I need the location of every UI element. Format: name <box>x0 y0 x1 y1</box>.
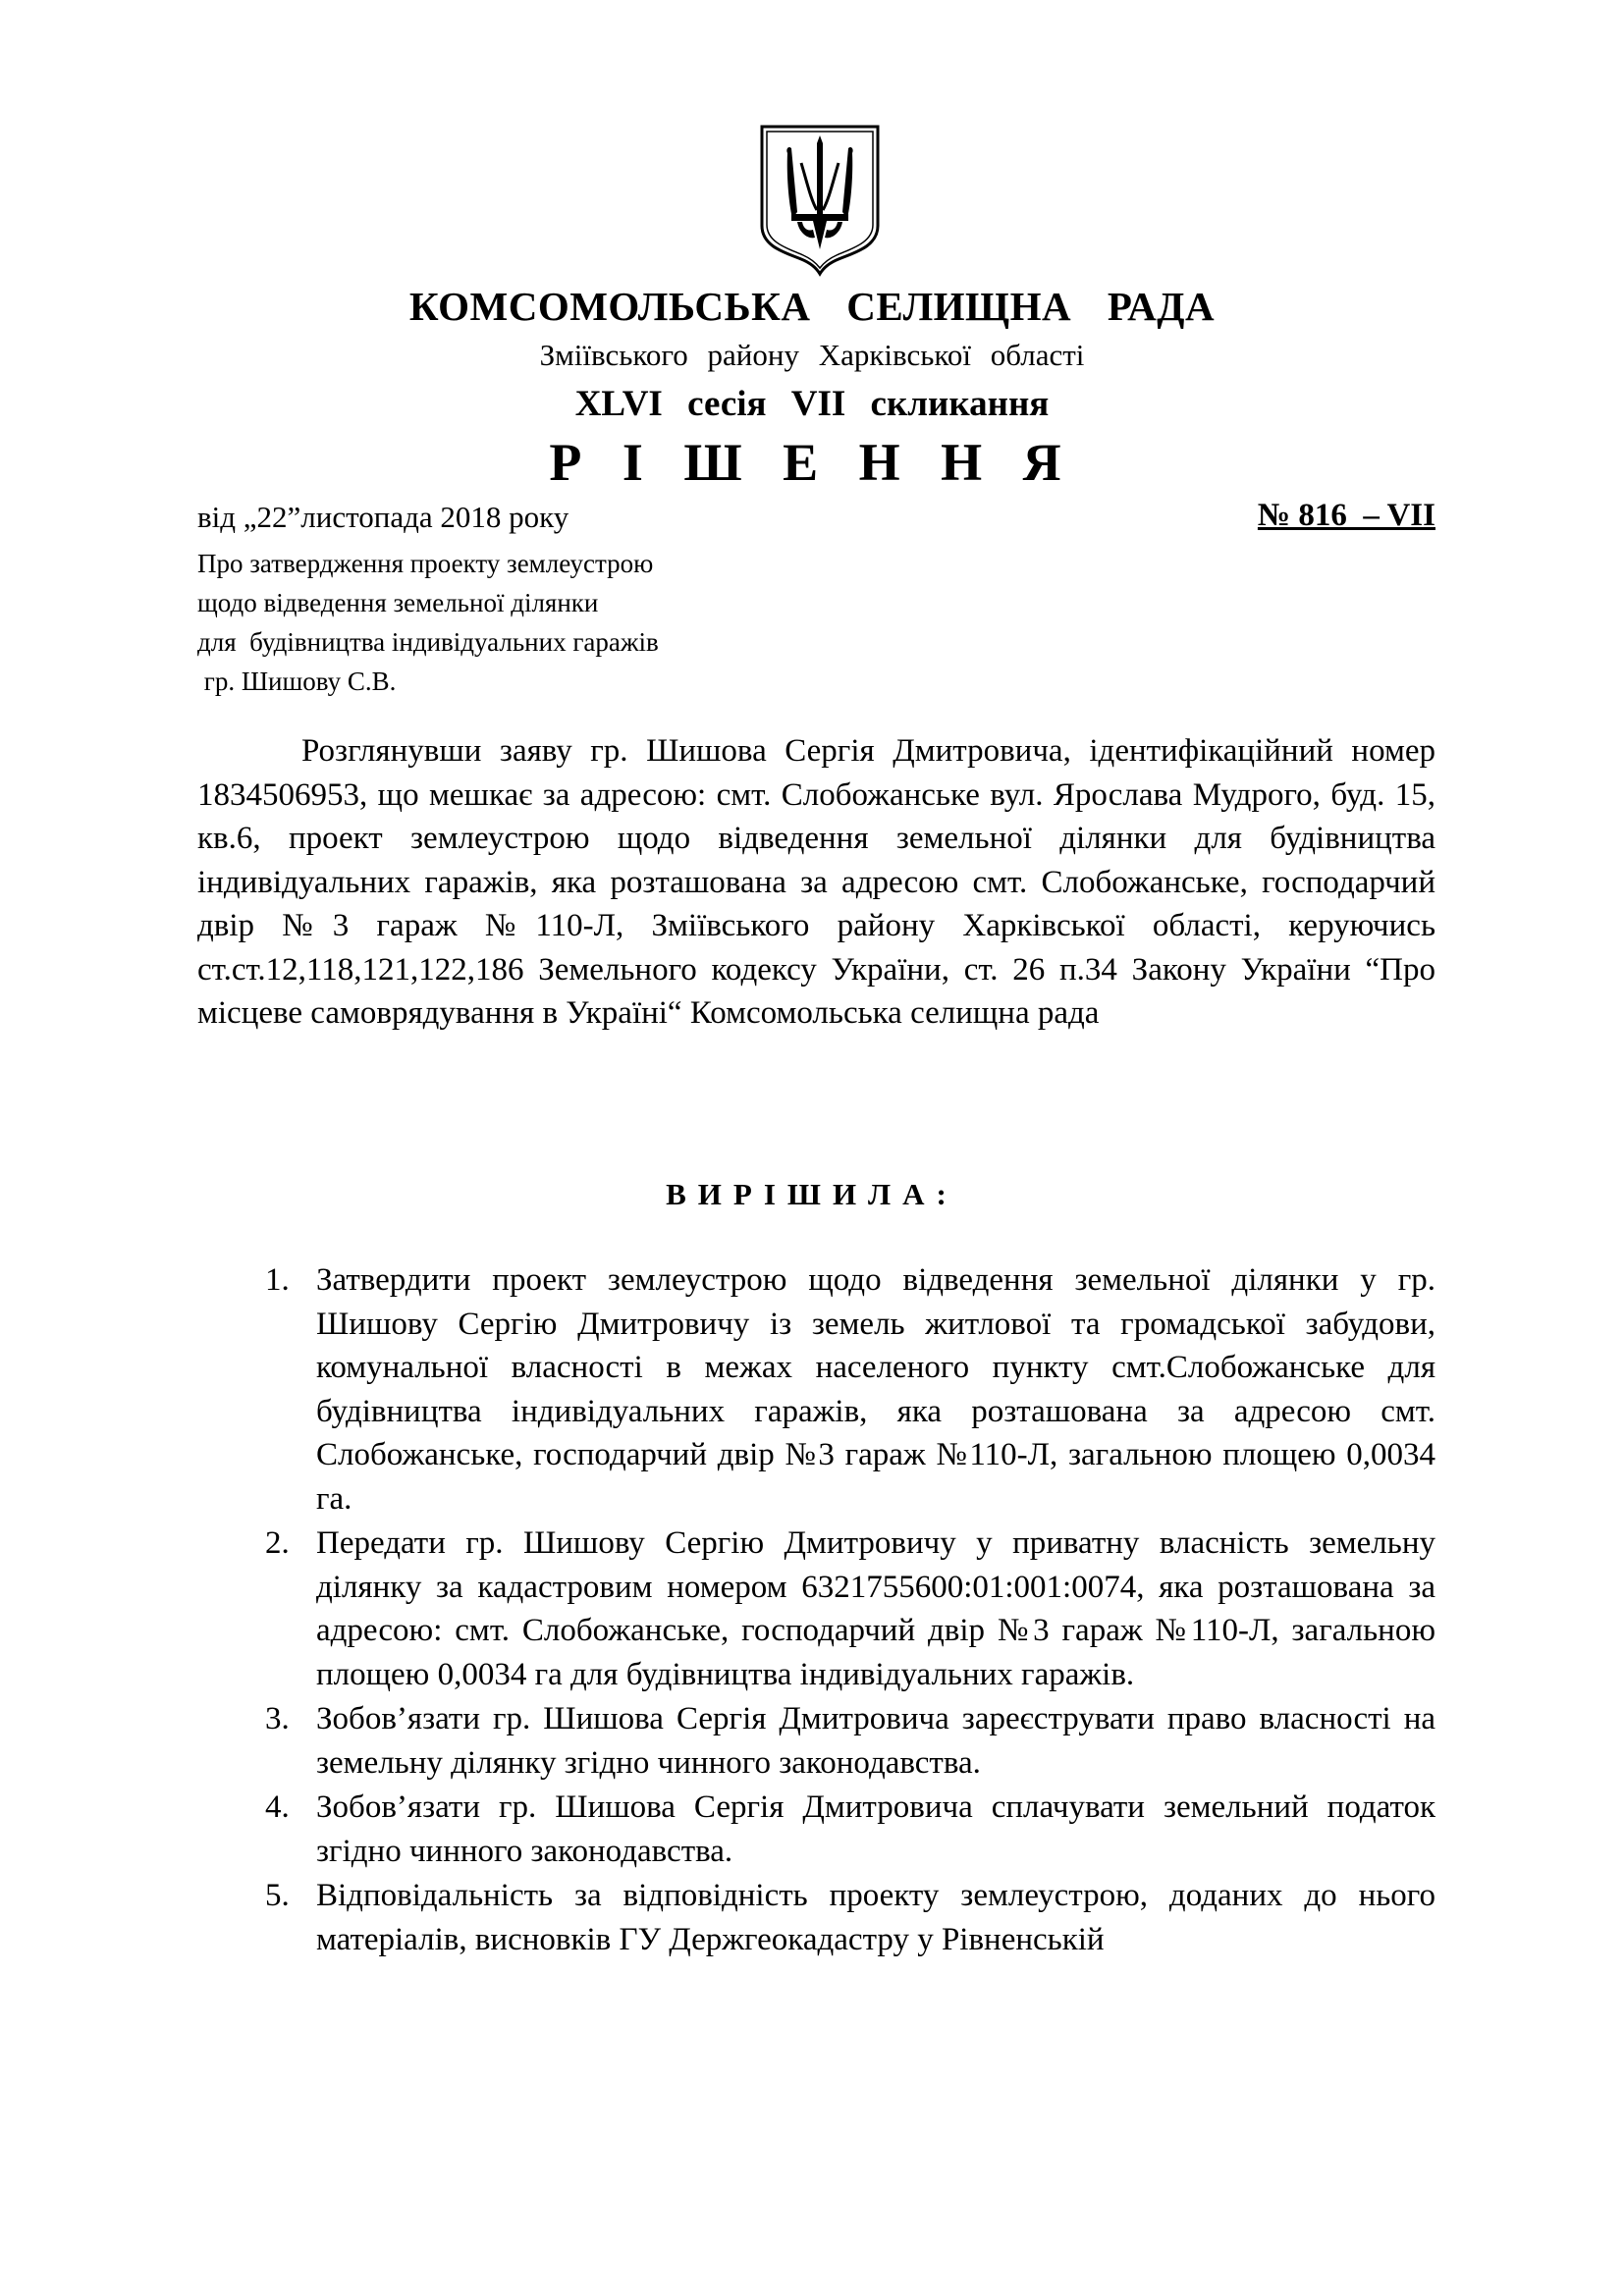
decision-item <box>265 1258 1435 1521</box>
decision-item-number: 3. <box>265 1701 290 1736</box>
ukraine-coat-of-arms-icon <box>758 124 882 277</box>
document-type: Р І Ш Е Н Н Я <box>549 433 1075 492</box>
decision-item-number: 2. <box>265 1525 290 1561</box>
session-title: XLVI сесія VII скликання <box>574 384 1050 424</box>
decision-item-text: Зобов’язати гр. Шишова Сергія Дмитровича сплачувати земельний податок згідно чинного законодавства. <box>316 1789 1435 1869</box>
resolved-heading: ВИРІШИЛА: <box>666 1177 958 1211</box>
decision-number: № 816 – VII <box>1257 498 1435 533</box>
subject-line: для будівництва індивідуальних гаражів <box>197 627 659 657</box>
decision-item-text: Зобов’язати гр. Шишова Сергія Дмитровича зареєструвати право власності на земельну ділянку згідно чинного законодавства. <box>316 1701 1435 1781</box>
decision-item <box>265 1786 1435 1873</box>
decision-item <box>265 1874 1435 1961</box>
decision-date: від „22”листопада 2018 року <box>197 500 569 534</box>
decision-item <box>265 1522 1435 1696</box>
decision-item-number: 5. <box>265 1878 290 1913</box>
decision-item-number: 4. <box>265 1789 290 1825</box>
decision-subject <box>197 544 885 701</box>
decision-item-text: Затвердити проект землеустрою щодо відведення земельної ділянки у гр. Шишову Сергію Дмитровичу із земель житлової та громадської забудови, комунальної власності в межах населеного пункту смт.Слобожанське для будівництва індивідуальних гаражів, яка розташована за адресою смт. Слобожанське, господарчий двір №3 гараж №110-Л, загальною площею 0,0034 га. <box>316 1262 1435 1517</box>
decision-list <box>265 1258 1435 1962</box>
decision-item <box>265 1697 1435 1785</box>
decision-item-number: 1. <box>265 1262 290 1298</box>
decision-item-text: Передати гр. Шишову Сергію Дмитровичу у приватну власність земельну ділянку за кадастровим номером 6321755600:01:001:0074, яка розташована за адресою: смт. Слобожанське, господарчий двір №3 гараж №110-Л, загальною площею 0,0034 га для будівництва індивідуальних гаражів. <box>316 1525 1435 1692</box>
subject-line: гр. Шишову С.В. <box>197 667 397 696</box>
decision-item-text: Відповідальність за відповідність проекту землеустрою, доданих до нього матеріалів, висновків ГУ Держгеокадастру у Рівненській <box>316 1878 1435 1957</box>
council-name: КОМСОМОЛЬСЬКА СЕЛИЩНА РАДА <box>408 284 1216 329</box>
district-region: Зміївського району Харківської області <box>539 338 1085 372</box>
subject-line: Про затвердження проекту землеустрою <box>197 549 654 578</box>
subject-line: щодо відведення земельної ділянки <box>197 588 599 617</box>
preamble-paragraph: Розглянувши заяву гр. Шишова Сергія Дмитровича, ідентифікаційний номер 1834506953, що мешкає за адресою: смт. Слобожанське вул. Ярослава Мудрого, буд. 15, кв.6, проект землеустрою щодо відведення земельної ділянки для будівництва індивідуальних гаражів, яка розташована за адресою смт. Слобожанське, господарчий двір №3 гараж №110-Л, Зміївського району Харківської області, керуючись ст.ст.12,118,121,122,186 Земельного кодексу України, ст. 26 п.34 Закону України “Про місцеве самоврядування в Україні“ Комсомольська селищна рада <box>197 733 1435 1031</box>
